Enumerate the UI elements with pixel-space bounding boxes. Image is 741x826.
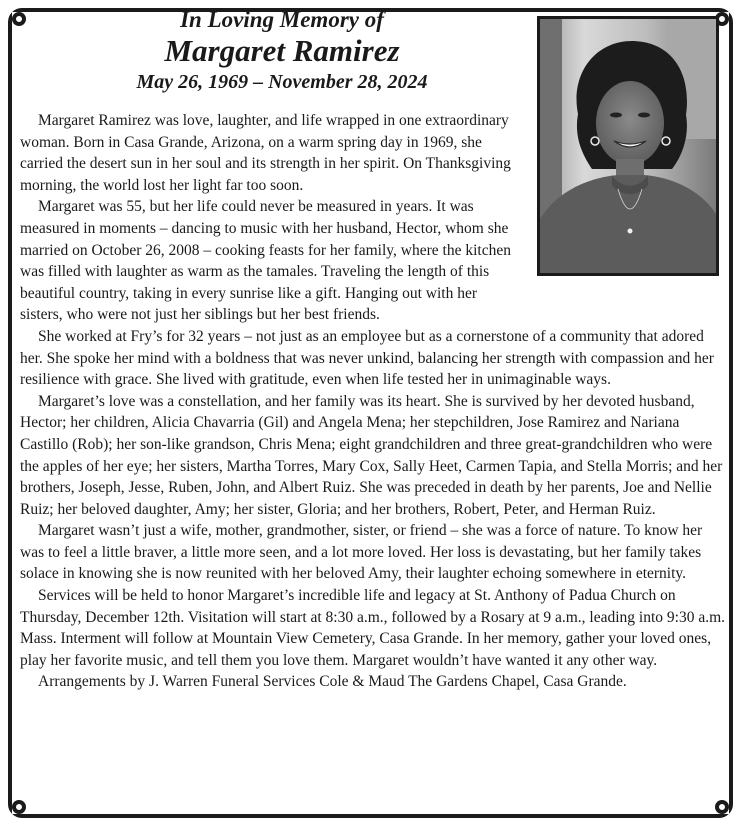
obituary-header — [20, 6, 544, 95]
paragraph: Margaret was 55, but her life could never be measured in years. It was measured in moments – dancing to music with her husband, Hector, whom she married on October 26, 2008 – cooking feasts for her family, where the kitchen was filled with laughter as warm as the tamales. Traveling the length of this beautiful country, taking in every sunrise like a gift. Hanging out with her sisters, who were not just her siblings but her best friends. — [20, 198, 511, 324]
paragraph: Margaret’s love was a constellation, and her family was its heart. She is survived by her devoted husband, Hector; her children, Alicia Chavarria (Gil) and Angela Mena; her stepchildren, Jose Ramirez and Nariana Castillo (Rob); her son-like grandson, Chris Mena; eight grandchildren and three great-grandchildren who were the apples of her eye; her sisters, Martha Torres, Mary Cox, Sally Heet, Carmen Tapia, and Stella Morris; and her brothers, Joseph, Jesse, Ruben, John, and Albert Ruiz. She was preceded in death by her parents, Joe and Nellie Ruiz; her beloved daughter, Amy; her sister, Gloria; and her brothers, Robert, Peter, and Herman Ruiz. — [20, 392, 723, 518]
memorial-heading: In Loving Memory of — [180, 7, 384, 32]
corner-ornament — [709, 794, 729, 814]
corner-ornament — [12, 794, 32, 814]
deceased-name: Margaret Ramirez — [164, 33, 400, 68]
paragraph: Margaret wasn’t just a wife, mother, grandmother, sister, or friend – she was a force of nature. To know her was to feel a little braver, a little more seen, and a lot more loved. Her loss is devastating, but her family takes solace in knowing she is now reunited with her beloved Amy, their laughter echoing somewhere in eternity. — [20, 522, 703, 583]
paragraph: Margaret Ramirez was love, laughter, and life wrapped in one extraordinary woman. Born in Casa Grande, Arizona, on a warm spring day in 1969, she carried the desert sun in her soul and its strength in her spirit. On Thanksgiving morning, the world lost her light far too soon. — [20, 112, 511, 194]
obituary-text — [20, 110, 726, 693]
arrangements-note: Arrangements by J. Warren Funeral Services Cole & Maud The Gardens Chapel, Casa Grande. — [38, 673, 627, 691]
life-dates: May 26, 1969 – November 28, 2024 — [136, 71, 428, 93]
photo-wrap-spacer — [520, 110, 726, 296]
paragraph: She worked at Fry’s for 32 years – not just as an employee but as a cornerstone of a community that adored her. She spoke her mind with a boldness that was never unkind, balancing her strength with compassion and her resilience with grace. She lived with gratitude, even when life tested her in unimaginable ways. — [20, 327, 714, 389]
paragraph: Services will be held to honor Margaret’s incredible life and legacy at St. Anthony of Padua Church on Thursday, December 12th. Visitation will start at 8:30 a.m., followed by a Rosary at 9 a.m., leading into 9:30 a.m. Mass. Interment will follow at Mountain View Cemetery, Casa Grande. In her memory, gather your loved ones, play her favorite music, and tell them you love them. Margaret wouldn’t have wanted it any other way. — [20, 587, 726, 669]
